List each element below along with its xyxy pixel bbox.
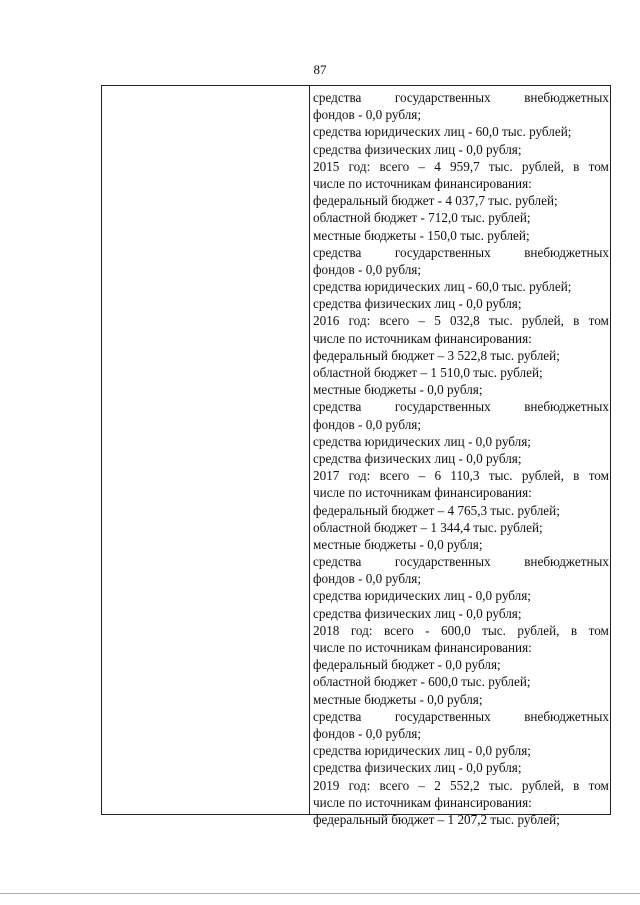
text-line: средства юридических лиц - 60,0 тыс. рублей;	[313, 279, 572, 295]
text-line: местные бюджеты - 0,0 рубля;	[313, 691, 483, 707]
text-line: местные бюджеты - 150,0 тыс. рублей;	[313, 227, 530, 243]
text-line: федеральный бюджет – 1 207,2 тыс. рублей;	[313, 811, 560, 827]
text-line: средства государственных внебюджетных	[313, 399, 609, 415]
text-line: средства юридических лиц - 60,0 тыс. рублей;	[313, 124, 572, 140]
text-line: средства физических лиц - 0,0 рубля;	[313, 605, 522, 621]
text-line: федеральный бюджет – 3 522,8 тыс. рублей;	[313, 347, 560, 363]
text-line: фондов - 0,0 рубля;	[313, 725, 422, 741]
text-line: фондов - 0,0 рубля;	[313, 107, 422, 123]
page-number: 87	[313, 62, 327, 77]
text-line: средства физических лиц - 0,0 рубля;	[313, 296, 522, 312]
text-line: средства государственных внебюджетных	[313, 244, 609, 260]
text-line: 2016 год: всего – 5 032,8 тыс. рублей, в том	[313, 313, 609, 329]
text-line: 2015 год: всего – 4 959,7 тыс. рублей, в том	[313, 158, 609, 174]
column-divider	[309, 86, 310, 814]
text-line: средства государственных внебюджетных	[313, 90, 609, 105]
text-line: 2017 год: всего – 6 110,3 тыс. рублей, в том	[313, 468, 609, 484]
text-line: средства физических лиц - 0,0 рубля;	[313, 450, 522, 466]
text-line: числе по источникам финансирования:	[313, 794, 532, 810]
text-line: средства государственных внебюджетных	[313, 708, 609, 724]
text-line: фондов - 0,0 рубля;	[313, 416, 422, 432]
funding-table	[101, 85, 611, 827]
text-line: числе по источникам финансирования:	[313, 175, 532, 191]
text-line: средства юридических лиц - 0,0 рубля;	[313, 433, 531, 449]
text-line: федеральный бюджет – 4 765,3 тыс. рублей;	[313, 502, 560, 518]
text-line: числе по источникам финансирования:	[313, 330, 532, 346]
text-line: числе по источникам финансирования:	[313, 485, 532, 501]
text-line: областной бюджет – 1 344,4 тыс. рублей;	[313, 519, 543, 535]
text-line: фондов - 0,0 рубля;	[313, 261, 422, 277]
text-line: федеральный бюджет - 4 037,7 тыс. рублей;	[313, 193, 558, 209]
text-line: 2018 год: всего - 600,0 тыс. рублей, в том	[313, 622, 609, 638]
text-line: средства государственных внебюджетных	[313, 554, 609, 570]
text-line: средства юридических лиц - 0,0 рубля;	[313, 743, 531, 759]
text-line: 2019 год: всего – 2 552,2 тыс. рублей, в том	[313, 777, 609, 793]
text-line: числе по источникам финансирования:	[313, 640, 532, 655]
text-line: местные бюджеты - 0,0 рубля;	[313, 536, 483, 552]
page-bottom-rule	[0, 893, 640, 894]
text-line: фондов - 0,0 рубля;	[313, 571, 422, 587]
text-line: федеральный бюджет - 0,0 рубля;	[313, 657, 501, 673]
table-right-cell	[313, 89, 609, 828]
text-line: средства физических лиц - 0,0 рубля;	[313, 141, 522, 157]
text-line: областной бюджет - 600,0 тыс. рублей;	[313, 674, 531, 690]
text-line: средства юридических лиц - 0,0 рубля;	[313, 588, 531, 604]
text-line: средства физических лиц - 0,0 рубля;	[313, 760, 522, 776]
text-line: областной бюджет - 712,0 тыс. рублей;	[313, 210, 531, 226]
text-line: местные бюджеты - 0,0 рубля;	[313, 382, 483, 398]
text-line: областной бюджет – 1 510,0 тыс. рублей;	[313, 365, 543, 380]
